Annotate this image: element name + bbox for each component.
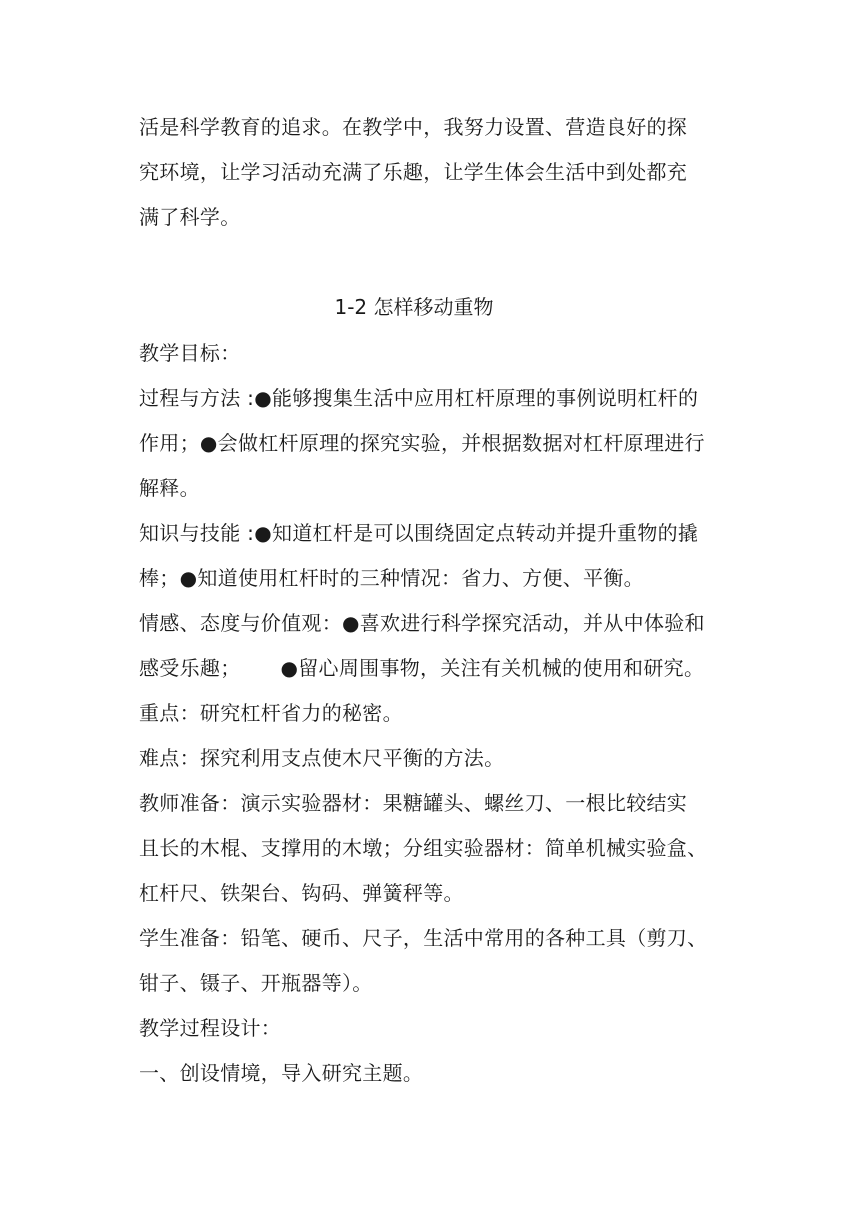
process-method-line-1: 过程与方法 :●能够搜集生活中应用杠杆原理的事例说明杠杆的: [139, 386, 699, 410]
student-prep-line-2: 钳子、镊子、开瓶器等）。: [139, 971, 373, 995]
emotion-attitude-line-1: 情感、态度与价值观：●喜欢进行科学探究活动，并从中体验和: [139, 611, 705, 635]
difficulty-line: 难点：探究利用支点使木尺平衡的方法。: [139, 746, 505, 770]
emotion-attitude-part-a: 感受乐趣；: [139, 656, 241, 680]
process-method-line-3: 解释。: [139, 476, 200, 500]
intro-line-3: 满了科学。: [139, 205, 241, 229]
key-point-line: 重点：研究杠杆省力的秘密。: [139, 701, 403, 725]
emotion-attitude-line-2: [139, 654, 739, 682]
knowledge-skill-line-2: 棒；●知道使用杠杆时的三种情况：省力、方便、平衡。: [139, 566, 644, 590]
teaching-goals-heading: 教学目标：: [139, 341, 241, 365]
teacher-prep-line-2: 且长的木棍、支撑用的木墩；分组实验器材：简单机械实验盒、: [139, 836, 708, 860]
teacher-prep-line-3: 杠杆尺、铁架台、钩码、弹簧秤等。: [139, 881, 464, 905]
teacher-prep-line-1: 教师准备：演示实验器材：果糖罐头、螺丝刀、一根比较结实: [139, 791, 688, 815]
section-one-heading: 一、创设情境，导入研究主题。: [139, 1061, 424, 1085]
intro-line-2: 究环境，让学习活动充满了乐趣，让学生体会生活中到处都充: [139, 160, 688, 184]
knowledge-skill-line-1: 知识与技能 :●知道杠杆是可以围绕固定点转动并提升重物的撬: [139, 521, 699, 545]
lesson-title: 1-2 怎样移动重物: [334, 295, 494, 319]
student-prep-line-1: 学生准备：铅笔、硬币、尺子，生活中常用的各种工具（剪刀、: [139, 926, 708, 950]
process-method-line-2: 作用；●会做杠杆原理的探究实验，并根据数据对杠杆原理进行: [139, 431, 705, 455]
intro-line-1: 活是科学教育的追求。在教学中，我努力设置、营造良好的探: [139, 115, 688, 139]
process-design-heading: 教学过程设计：: [139, 1016, 282, 1040]
emotion-attitude-part-b: ●留心周围事物，关注有关机械的使用和研究。: [280, 656, 705, 680]
